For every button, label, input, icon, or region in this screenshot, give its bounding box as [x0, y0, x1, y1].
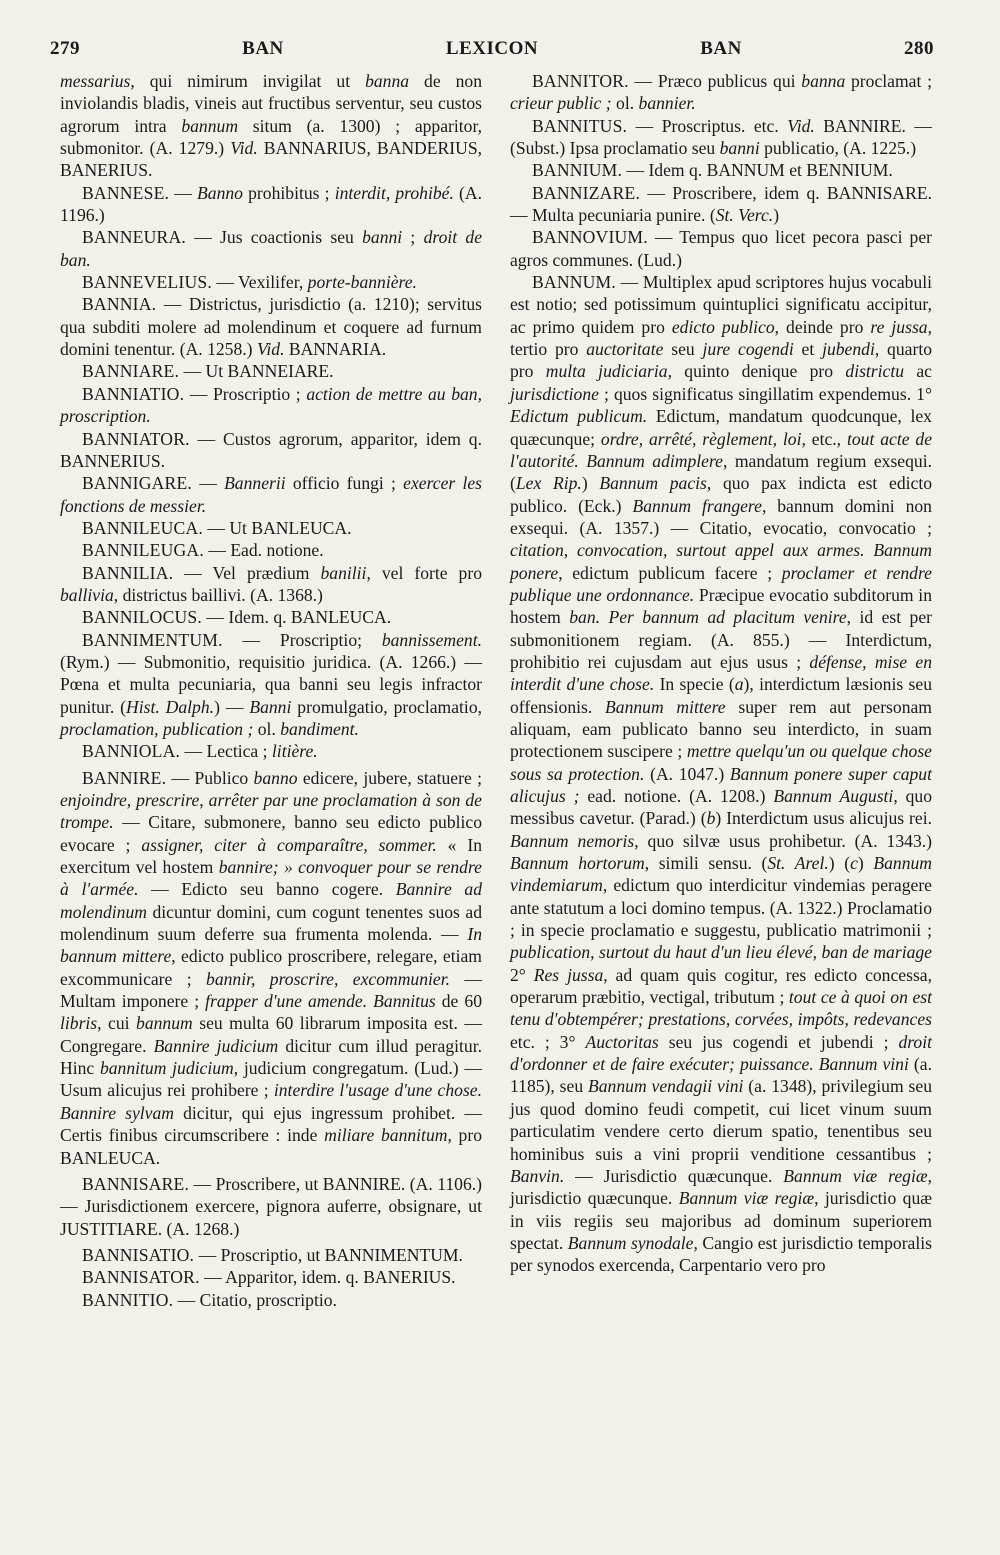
italic-text: messarius: [60, 71, 131, 91]
italic-text: bannissement.: [381, 629, 482, 650]
entry-text: dicitur, qui ejus ingressum prohibet. — Certis finibus circumscribere : inde: [60, 1102, 482, 1146]
left-column: [60, 70, 482, 1311]
headword: BANNUM.: [532, 272, 616, 293]
entry-text: — Citatio, proscriptio.: [173, 1289, 337, 1310]
italic-text: Banni: [249, 696, 292, 717]
entry-text: super rem aut personam aliquam, eam publicato banno seu interdicto, in suam protectionem suscipere ;: [510, 696, 932, 762]
entry-text: — Tempus quo licet pecora pasci per agros communes. (Lud.): [510, 227, 932, 270]
italic-text: ordre, arrêté, règlement, loi,: [600, 428, 806, 449]
italic-text: assigner, citer à comparaître, sommer.: [141, 834, 437, 855]
headword: BANNIUM.: [532, 160, 623, 181]
italic-text: Banvin.: [510, 1165, 565, 1186]
italic-text: citation, convocation, surtout appel aux armes. Bannum ponere: [510, 540, 932, 583]
headword: BANNIOLA.: [82, 741, 181, 762]
headword: BANNIATIO.: [82, 383, 185, 404]
italic-text: Bannire sylvam: [60, 1102, 174, 1123]
italic-text: St. Verc.: [715, 205, 774, 226]
italic-text: proclamer et rendre publique une ordonnance.: [510, 562, 932, 605]
dictionary-entry: [60, 629, 482, 741]
entry-text: , quarto pro: [510, 339, 933, 382]
entry-text: , judicium congregatum. (Lud.) — Usum alicujus rei prohibere ;: [60, 1058, 482, 1101]
italic-text: ban. Per bannum ad placitum venire: [569, 607, 847, 628]
italic-text: Bannum Augusti: [773, 786, 894, 806]
entry-text: ;: [402, 227, 424, 248]
italic-text: Bannum pacis: [599, 473, 707, 494]
entry-text: — Proscriptus. etc.: [627, 115, 788, 136]
italic-text: Vid.: [787, 115, 815, 136]
dictionary-entry: [60, 606, 482, 628]
entry-text: (A. 1047.): [644, 763, 730, 784]
italic-text: porte-bannière.: [307, 272, 417, 293]
italic-text: ballivia: [60, 584, 114, 605]
entry-text: BANNIRE. — (Subst.) Ipsa proclamatio seu: [510, 115, 932, 159]
entry-text: ): [857, 853, 874, 874]
entry-text: etc.,: [805, 428, 847, 449]
dictionary-entry: [60, 360, 482, 382]
italic-text: banno: [253, 767, 298, 788]
italic-text: a: [734, 674, 744, 695]
dictionary-entry: [60, 182, 482, 227]
entry-text: situm (a. 1300) ; apparitor, submonitor. (A. 1279.): [60, 115, 483, 159]
entry-text: , vel forte pro: [366, 562, 482, 583]
italic-text: Bannum vendagii vini: [588, 1076, 744, 1097]
page-number-right: 280: [904, 38, 934, 59]
dictionary-entry: [60, 472, 482, 517]
entry-text: et: [793, 339, 823, 360]
dictionary-entry: [60, 1289, 482, 1311]
headword: BANNILIA.: [82, 562, 174, 583]
dictionary-entry: [510, 182, 932, 227]
entry-text: , quo silvæ usus prohibetur. (A. 1343.): [634, 830, 932, 851]
italic-text: Bannum viæ regiæ: [678, 1188, 815, 1209]
italic-text: jure cogendi: [702, 339, 794, 360]
italic-text: Bannum synodale: [567, 1232, 694, 1253]
page-number-left: 279: [50, 38, 80, 59]
dictionary-entry: [60, 562, 482, 607]
entry-text: — Apparitor, idem. q. BANERIUS.: [199, 1267, 456, 1288]
italic-text: jubendi: [822, 339, 875, 360]
entry-text: — Ead. notione.: [203, 540, 324, 561]
italic-text: c: [850, 853, 858, 874]
headword: BANNIA.: [82, 294, 157, 315]
entry-text: , deinde pro: [774, 316, 871, 337]
entry-text: , id est per submonitionem regiam. (A. 855.) — Interdictum, prohibitio rei cujusdam aut ejus usus ;: [510, 607, 933, 672]
entry-text: — Idem q. BANNUM et BENNIUM.: [622, 160, 893, 181]
entry-text: — Ut BANLEUCA.: [202, 517, 352, 538]
italic-text: Bannitus: [373, 991, 436, 1012]
entry-text: — Edicto seu banno cogere.: [138, 879, 396, 900]
entry-text: — Proscriptio, ut BANNIMENTUM.: [194, 1244, 463, 1265]
italic-text: publication, surtout du haut d'un lieu élevé, ban de mariage: [510, 942, 932, 963]
italic-text: convoquer pour se rendre à l'armée.: [60, 857, 482, 900]
entry-text: dicuntur domini, cum cogunt tenentes suos ad molendinum suum deferre sua frumenta molenda. —: [60, 901, 482, 945]
entry-text: — Publico: [166, 767, 254, 788]
headword: BANNIGARE.: [82, 473, 193, 494]
entry-text: , edictum quo interdicitur vindemias peragere ante statutum a loci domino tempus. (A. 1322.) Proclamatio ; in specie proclamatio e suggestu, publicatio matrimonii ;: [510, 875, 932, 941]
entry-text: — Custos agrorum, apparitor, idem q. BANNERIUS.: [60, 428, 482, 471]
entry-text: proclamat ;: [845, 71, 932, 91]
dictionary-entry: [510, 226, 932, 271]
italic-text: Bannum ponere super caput alicujus ;: [510, 763, 932, 806]
entry-text: , bannum domini non exsequi. (A. 1357.) — Citatio, evocatio, convocatio ;: [510, 495, 932, 538]
page-header: [50, 38, 934, 66]
italic-text: Edictum publicum.: [510, 406, 648, 427]
entry-text: BANNARIUS, BANDERIUS, BANERIUS.: [60, 138, 482, 181]
italic-text: interdire l'usage d'une chose.: [273, 1080, 483, 1101]
headword: BANNISATOR.: [82, 1267, 200, 1288]
italic-text: Res jussa: [533, 964, 604, 985]
dictionary-entry: [60, 1266, 482, 1288]
entry-text: BANNARIA.: [284, 339, 387, 360]
entry-text: « In exercitum vel hostem: [60, 834, 483, 878]
entry-text: publicatio, (A. 1225.): [759, 138, 917, 159]
headword: BANNISARE.: [82, 1173, 190, 1194]
italic-text: Vid.: [230, 138, 258, 159]
dictionary-entry: [60, 767, 482, 1169]
entry-text: ): [581, 473, 600, 494]
entry-text: — Proscriptio ;: [184, 383, 307, 404]
entry-text: — Lectica ;: [180, 741, 272, 762]
dictionary-entry: [60, 517, 482, 539]
italic-text: Bannerii: [224, 473, 286, 494]
italic-text: exercer les fonctions de messier.: [60, 473, 483, 516]
entry-text: Edictum, mandatum quodcunque, lex quæcunque;: [510, 406, 932, 449]
italic-text: Bannum hortorum: [510, 853, 645, 874]
italic-text: enjoindre, prescrire, arrêter par une proclamation à son de trompe.: [60, 790, 482, 833]
headword: BANNIMENTUM.: [82, 629, 223, 650]
italic-text: crieur public ;: [510, 93, 612, 114]
running-head-left: BAN: [242, 38, 284, 59]
entry-text: Præcipue evocatio subditorum in hostem: [510, 584, 932, 628]
headword: BANNESE.: [82, 182, 170, 203]
italic-text: edicto publico: [671, 316, 775, 337]
dictionary-entry: [60, 539, 482, 561]
italic-text: b: [706, 808, 716, 829]
entry-text: , edicto publico proscribere, relegare, etiam excommunicare ;: [60, 946, 482, 989]
entry-text: ), interdictum læsionis seu offensionis.: [510, 674, 932, 717]
headword: BANNIRE.: [82, 767, 167, 788]
dictionary-entry: [60, 293, 482, 360]
dictionary-entry: [510, 271, 932, 1276]
entry-text: (Rym.) — Submonitio, requisitio juridica. (A. 1266.) — Pœna et multa pecuniaria, qua banni seu legis infractor punitur. (: [60, 651, 482, 717]
italic-text: Hist. Dalph.: [126, 696, 215, 717]
entry-text: seu: [663, 339, 703, 360]
italic-text: droit d'ordonner et de faire exécuter; puissance. Bannum vini: [510, 1031, 933, 1075]
entry-text: ol.: [253, 718, 281, 739]
entry-text: — Vel prædium: [173, 562, 321, 583]
entry-text: , districtus baillivi. (A. 1368.): [113, 584, 323, 605]
entry-text: seu jus cogendi et jubendi ;: [658, 1031, 899, 1052]
italic-text: Bannum mittere: [605, 696, 726, 717]
italic-text: Auctoritas: [585, 1031, 659, 1052]
entry-text: , jurisdictio quæ in viis regiis seu majoribus ad dominum superiorem spectat.: [510, 1188, 932, 1253]
entry-text: , quinto denique pro: [667, 361, 846, 382]
entry-text: , ad quam quis cogitur, res edicto concessa, operarum præbitio, vectigal, tributum ;: [510, 964, 932, 1008]
italic-text: droit de ban.: [60, 227, 483, 270]
entry-text: In specie (: [654, 674, 735, 695]
headword: BANNITUS.: [532, 115, 628, 136]
headword: BANNISATIO.: [82, 1244, 195, 1265]
entry-text: — Vexilifer,: [211, 272, 308, 293]
italic-text: frapper d'une amende.: [205, 991, 368, 1012]
entry-text: —: [192, 473, 225, 494]
entry-text: ; quos significatus singillatim expendemus. 1°: [598, 383, 932, 404]
italic-text: interdit, prohibé.: [334, 182, 454, 203]
dictionary-entry: [60, 383, 482, 428]
italic-text: Vid.: [256, 339, 285, 360]
entry-text: — Jurisdictio quæcunque.: [564, 1165, 784, 1186]
headword: BANNILOCUS.: [82, 607, 202, 628]
italic-text: banni: [362, 227, 403, 248]
italic-text: bannir, proscrire, excommunier.: [206, 968, 450, 989]
italic-text: Bannum vindemiarum: [510, 853, 933, 896]
italic-text: miliare bannitum: [324, 1125, 448, 1146]
italic-text: litière.: [271, 741, 318, 762]
entry-text: , qui nimirum invigilat ut: [130, 71, 366, 91]
right-column: [510, 70, 932, 1277]
italic-text: Bannum viæ regiæ: [783, 1165, 928, 1186]
entry-text: (A. 1196.): [60, 182, 482, 226]
italic-text: bannum: [181, 115, 239, 136]
entry-text: ) —: [214, 696, 250, 717]
dictionary-entry: [510, 70, 932, 115]
running-head-right: BAN: [700, 38, 742, 59]
entry-text: — Citare, submonere, banno seu edicto publico evocare ;: [60, 812, 482, 855]
dictionary-entry: [60, 740, 482, 762]
headword: BANNIATOR.: [82, 428, 190, 449]
italic-text: bannum: [136, 1013, 193, 1034]
entry-text: de non inviolandis bladis, vineis aut fructibus serventur, seu custos agrorum intra: [60, 71, 483, 136]
entry-text: ol.: [611, 93, 639, 114]
entry-text: — Districtus, jurisdictio (a. 1210); servitus qua subditi molere ad molendinum et coquere ad furnum domini tenentur. (A. 1258.): [60, 294, 482, 360]
italic-text: St. Arel.: [767, 853, 829, 874]
italic-text: mettre quelqu'un ou quelque chose sous sa protection.: [510, 741, 932, 784]
entry-text: ): [773, 205, 780, 226]
entry-text: — Ut BANNEIARE.: [179, 361, 334, 382]
italic-text: districtu: [845, 361, 905, 382]
italic-text: Banno: [197, 182, 243, 203]
entry-text: dicitur cum illud peragitur. Hinc: [60, 1035, 482, 1079]
entry-text: — Proscriptio;: [222, 629, 382, 650]
dictionary-entry: [60, 1244, 482, 1266]
entry-text: —: [169, 182, 198, 203]
italic-text: auctoritate: [586, 339, 664, 360]
running-head-title: LEXICON: [445, 38, 539, 59]
dictionary-entry: [60, 1173, 482, 1240]
dictionary-entry: [510, 159, 932, 181]
italic-text: banna: [801, 71, 846, 91]
entry-text: , mandatum regium exsequi. (: [510, 450, 932, 494]
italic-text: action de mettre au ban, proscription.: [60, 383, 482, 427]
entry-text: — Multiplex apud scriptores hujus vocabuli est notio; sed potissimum quintuplici significatu accipitur, ac primo quidem pro: [510, 272, 932, 337]
headword: BANNIZARE.: [532, 182, 641, 203]
italic-text: bandiment.: [280, 718, 359, 739]
headword: BANNIARE.: [82, 361, 180, 382]
entry-text: , quo pax indicta est edicto publico. (Eck.): [510, 473, 932, 516]
italic-text: In bannum mittere: [60, 924, 482, 967]
dictionary-entry: [60, 428, 482, 473]
headword: BANNEURA.: [82, 227, 186, 248]
entry-text: ) Interdictum usus alicujus rei.: [715, 808, 932, 829]
entry-text: , pro BANLEUCA.: [60, 1125, 483, 1168]
entry-text: , tertio pro: [510, 316, 932, 360]
entry-text: , quo messibus cavetur. (Parad.) (: [510, 786, 933, 829]
entry-text: etc. ; 3°: [510, 1031, 586, 1052]
entry-text: — Proscribere, idem q. BANNISARE. — Multa pecuniaria punire. (: [510, 182, 932, 226]
italic-text: banilii: [320, 562, 367, 583]
headword: BANNEVELIUS.: [82, 272, 212, 293]
italic-text: Bannire judicium: [153, 1035, 279, 1056]
dictionary-entry: [60, 226, 482, 271]
dictionary-entry: [60, 70, 482, 182]
italic-text: Bannum frangere: [632, 495, 762, 516]
italic-text: bannitum judicium: [99, 1058, 234, 1079]
italic-text: bannier.: [638, 93, 696, 114]
dictionary-entry: [60, 271, 482, 293]
italic-text: libris: [60, 1013, 98, 1034]
entry-text: 2°: [510, 964, 534, 985]
entry-text: promulgatio, proclamatio,: [291, 696, 483, 717]
italic-text: proclamation, publication ;: [60, 718, 254, 739]
headword: BANNITOR.: [532, 71, 629, 91]
italic-text: banna: [365, 71, 410, 91]
headword: BANNOVIUM.: [532, 227, 648, 248]
italic-text: bannire; »: [218, 857, 293, 878]
italic-text: multa judiciaria: [545, 361, 668, 382]
entry-text: ac: [904, 361, 932, 382]
entry-text: — Multam imponere ;: [60, 968, 482, 1012]
entry-text: (a. 1348), privilegium seu jus quod domino feudi competit, cui licet vinum suum particulatim vendere certo dierum spatio, tenentibus seu hominibus suis a vini proprii venditione cessantibus ;: [510, 1076, 932, 1164]
entry-text: — Jus coactionis seu: [185, 227, 363, 248]
italic-text: Lex Rip.: [515, 473, 582, 494]
headword: BANNITIO.: [82, 1289, 174, 1310]
italic-text: jurisdictione: [510, 383, 599, 404]
entry-text: — Proscribere, ut BANNIRE. (A. 1106.) — Jurisdictionem exercere, pignora auferre, obsignare, ut JUSTITIARE. (A. 1268.): [60, 1173, 482, 1239]
italic-text: banni: [719, 138, 760, 159]
headword: BANNILEUCA.: [82, 517, 203, 538]
dictionary-entry: [510, 115, 932, 160]
entry-text: officio fungi ;: [285, 473, 404, 494]
italic-text: tout ce à quoi on est tenu d'obtempérer; prestations, corvées, impôts, redevances: [510, 987, 932, 1030]
italic-text: Bannire ad molendinum: [60, 879, 483, 922]
entry-text: , edictum publicum facere ;: [558, 562, 782, 583]
entry-text: seu multa 60 librarum imposita est. — Congregare.: [60, 1013, 482, 1056]
entry-text: — Præco publicus qui: [628, 71, 802, 91]
entry-text: — Idem. q. BANLEUCA.: [202, 607, 392, 628]
entry-text: , cui: [97, 1013, 137, 1034]
entry-text: edicere, jubere, statuere ;: [297, 767, 482, 788]
entry-text: de 60: [435, 991, 482, 1012]
italic-text: tout acte de l'autorité. Bannum adimplere: [510, 428, 933, 471]
entry-text: ) (: [828, 853, 851, 874]
entry-text: , jurisdictio quæcunque.: [510, 1165, 932, 1209]
entry-text: (a. 1185), seu: [510, 1054, 932, 1097]
entry-text: ead. notione. (A. 1208.): [579, 786, 774, 806]
entry-text: prohibitus ;: [242, 182, 335, 203]
italic-text: défense, mise en interdit d'une chose.: [510, 651, 932, 695]
italic-text: re jussa: [870, 316, 928, 337]
entry-text: , simili sensu. (: [644, 853, 768, 874]
entry-text: , Cangio est jurisdictio temporalis per synodos exercenda, Carpentario vero pro: [510, 1232, 932, 1276]
italic-text: Bannum nemoris: [510, 830, 635, 851]
headword: BANNILEUGA.: [82, 540, 204, 561]
